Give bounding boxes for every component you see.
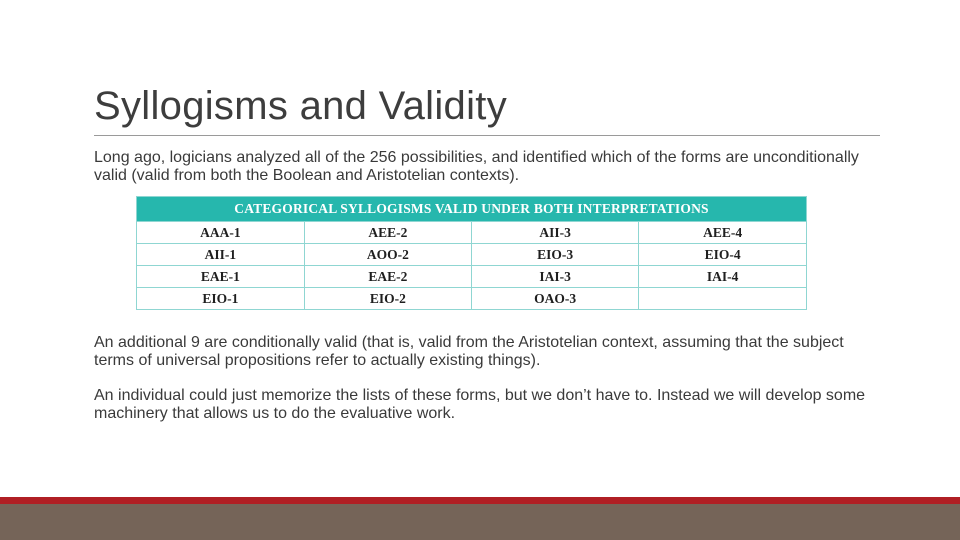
title-divider xyxy=(94,135,880,136)
table-header: CATEGORICAL SYLLOGISMS VALID UNDER BOTH INTERPRETATIONS xyxy=(137,197,806,221)
forms-grid xyxy=(137,221,806,309)
machinery-paragraph: An individual could just memorize the lists of these forms, but we don’t have to. Instead we will develop some machinery that allows us to do the evaluative work. xyxy=(94,387,866,422)
table-cell: AII-1 xyxy=(137,244,304,266)
table-cell: OAO-3 xyxy=(472,288,639,310)
table-cell: EIO-1 xyxy=(137,288,304,310)
table-cell: EIO-3 xyxy=(472,244,639,266)
table-row xyxy=(137,288,806,310)
table-row xyxy=(137,266,806,288)
conditional-paragraph: An additional 9 are conditionally valid (that is, valid from the Aristotelian context, assuming that the subject terms of universal propositions refer to actually existing things). xyxy=(94,334,844,369)
table-cell: AAA-1 xyxy=(137,222,304,244)
table-cell: AOO-2 xyxy=(304,244,471,266)
footer-band xyxy=(0,504,960,540)
table-cell: AEE-2 xyxy=(304,222,471,244)
table-cell: EIO-4 xyxy=(639,244,806,266)
table-cell-empty xyxy=(639,288,806,310)
table-cell: AII-3 xyxy=(472,222,639,244)
table-cell: EAE-2 xyxy=(304,266,471,288)
table-cell: IAI-3 xyxy=(472,266,639,288)
footer-accent-band xyxy=(0,497,960,504)
valid-forms-table xyxy=(136,196,807,310)
table-cell: EIO-2 xyxy=(304,288,471,310)
table-cell: AEE-4 xyxy=(639,222,806,244)
table-cell: IAI-4 xyxy=(639,266,806,288)
intro-paragraph: Long ago, logicians analyzed all of the 256 possibilities, and identified which of the forms are unconditionally valid (valid from both the Boolean and Aristotelian contexts). xyxy=(94,149,859,184)
slide-title: Syllogisms and Validity xyxy=(94,84,507,128)
table-row xyxy=(137,244,806,266)
table-row xyxy=(137,222,806,244)
table-cell: EAE-1 xyxy=(137,266,304,288)
